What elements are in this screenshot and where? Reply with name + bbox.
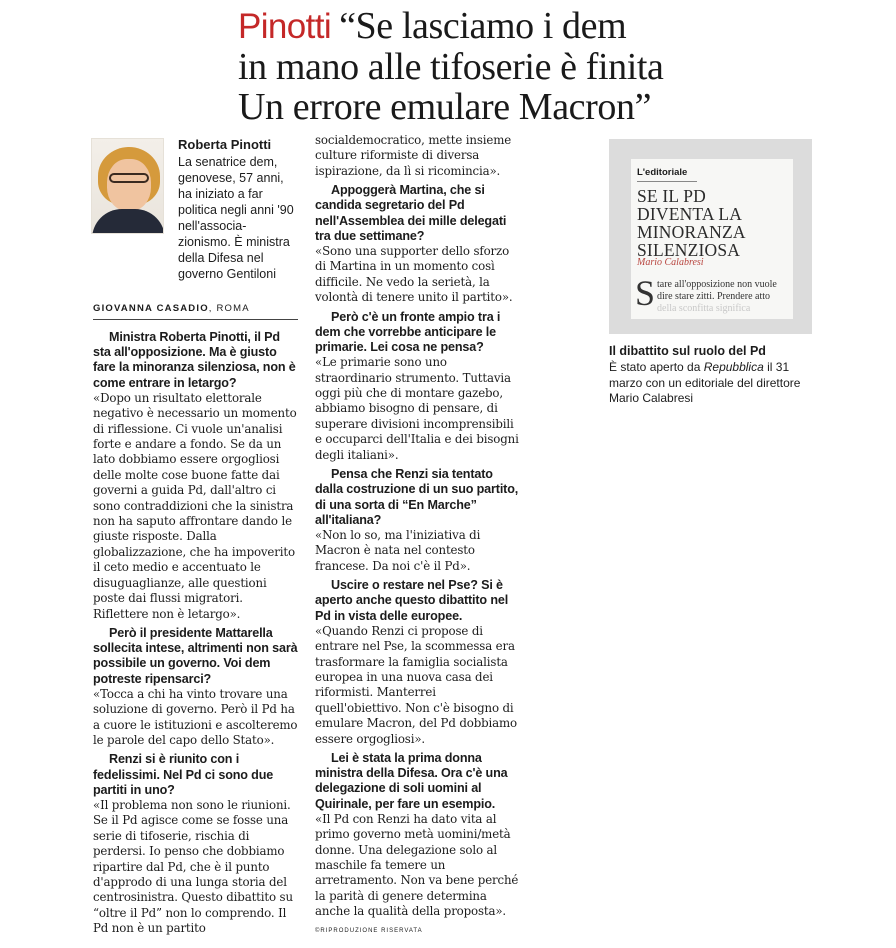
- article-column-2: [315, 133, 521, 939]
- editorial-title: SE IL PD DIVENTA LA MINORANZA SILENZIOSA: [637, 186, 745, 260]
- article-headline: [238, 6, 798, 127]
- question-paragraph: Lei è stata la prima donna ministra della Difesa. Ora c'è una delegazione di soli uomini al Quirinale, per fare un esempio.: [315, 751, 508, 811]
- editorial-thumbnail: [609, 139, 812, 334]
- headline-line-1: Pinotti “Se lasciamo i dem: [238, 5, 627, 47]
- portrait-face: [107, 159, 151, 211]
- byline-place: , ROMA: [208, 303, 250, 314]
- answer-paragraph: «Tocca a chi ha vinto trovare una soluzione di governo. Però il Pd ha a cuore le istituzioni e ascolteremo le parole del capo dello Stato».: [93, 686, 298, 747]
- answer-paragraph: «Il problema non sono le riunioni. Se il Pd agisce come se fosse una serie di tifoserie, rischia di perdersi. Io penso che dobbiamo ripartire dal Pd, che è il punto d'approdo di una lunga storia del centrosinistra. Questo dibattito su “oltre il Pd” non lo comprendo. Il Pd non è un partito: [93, 797, 293, 936]
- editorial-author: Mario Calabresi: [637, 257, 704, 268]
- byline-author: GIOVANNA CASADIO: [93, 303, 209, 314]
- answer-paragraph: «Il Pd con Renzi ha dato vita al primo governo metà uomini/metà donne. Una delegazione solo al maschile fa temere un arretramento. Non va bene perché la parità di genere determina anche la qualità della proposta».: [315, 811, 519, 919]
- portrait-body: [92, 209, 164, 234]
- answer-paragraph: socialdemocratico, mette insieme culture riformiste di diversa ispirazione, da lì si ricomincia».: [315, 133, 512, 178]
- byline: [93, 303, 250, 314]
- answer-paragraph: «Le primarie sono uno straordinario strumento. Tuttavia oggi più che di montare gazebo, abbiamo bisogno di pensare, di superare divisioni incomprensibili e occuparci dell'Italia e dei bisogni degli italiani».: [315, 355, 519, 462]
- article-column-1: [93, 330, 300, 941]
- question-paragraph: Pensa che Renzi sia tentato dalla costruzione di un suo partito, di una sorta di “En Marche” all'italiana?: [315, 467, 519, 527]
- profile-bio: La senatrice dem, genovese, 57 anni, ha iniziato a far politica negli anni '90 nell'associa- zionismo. È ministra della Difesa nel governo Gentiloni: [178, 155, 294, 281]
- portrait-glasses: [109, 173, 149, 183]
- answer-paragraph: «Non lo so, ma l'iniziativa di Macron è nata nel contesto francese. Da noi c'è il Pd».: [315, 527, 481, 573]
- answer-paragraph: «Quando Renzi ci propose di entrare nel Pse, la scommessa era trasformare la famiglia socialista europea in una nuova casa dei riformisti. Manterrei quell'obiettivo. Non c'è bisogno di emulare Macron, del Pd dobbiamo essere orgogliosi».: [315, 623, 517, 746]
- editorial-page: [631, 159, 793, 319]
- headline-name: Pinotti: [238, 7, 332, 46]
- byline-rule: [93, 319, 298, 320]
- question-paragraph: Ministra Roberta Pinotti, il Pd sta all'opposizione. Ma è giusto fare la minoranza silenziosa, non è come entrare in letargo?: [93, 330, 296, 390]
- copyright-notice: ©RIPRODUZIONE RISERVATA: [315, 927, 423, 934]
- question-paragraph: Uscire o restare nel Pse? Si è aperto anche questo dibattito nel Pd in vista delle europee.: [315, 578, 509, 623]
- editorial-label: L'editoriale: [637, 167, 688, 178]
- headline-line-2: in mano alle tifoserie è finita: [238, 46, 664, 88]
- question-paragraph: Però c'è un fronte ampio tra i dem che vorrebbe anticipare le primarie. Lei cosa ne pensa?: [315, 309, 501, 355]
- editorial-teaser-faded: della sconfitta significa: [657, 303, 751, 314]
- sidebar-caption-text: È stato aperto da Repubblica il 31 marzo con un editoriale del direttore Mario Calabresi: [609, 360, 801, 405]
- headline-line-3: Un errore emulare Macron”: [238, 86, 652, 128]
- sidebar-caption-title: Il dibattito sul ruolo del Pd: [609, 344, 766, 358]
- editorial-teaser: tare all'opposizione non vuole dire stare zitti. Prendere atto della sconfitta significa: [657, 279, 777, 314]
- answer-paragraph: «Dopo un risultato elettorale negativo è necessario un momento di riflessione. Ci vuole un'analisi forte e andare a fondo. Se da un lato dobbiamo essere orgogliosi delle molte cose buone fatte dai governi a guida Pd, dall'altro ci sono contraddizioni che la sinistra non ha saputo affrontare dando le giuste risposte. Dalla globalizzazione, che ha impoverito il ceto medio e accentuato le disuguaglianze, alle questioni poste dai flussi migratori. Riflettere non è letargo».: [93, 390, 297, 621]
- editorial-dropcap: S: [635, 273, 656, 313]
- question-paragraph: Appoggerà Martina, che si candida segretario del Pd nell'Assemblea dei mille delegati tra due settimane?: [315, 183, 507, 243]
- question-paragraph: Renzi si è riunito con i fedelissimi. Nel Pd ci sono due partiti in uno?: [93, 752, 274, 797]
- question-paragraph: Però il presidente Mattarella sollecita intese, altrimenti non sarà possibile un governo. Voi dem potreste ripensarci?: [93, 625, 298, 686]
- sidebar-caption-italic: Repubblica: [703, 360, 764, 374]
- answer-paragraph: «Sono una supporter dello sforzo di Martina in un momento così difficile. Ne vedo la serietà, la volontà di tenere unito il partito».: [315, 244, 513, 305]
- portrait-photo: [91, 138, 164, 234]
- editorial-label-rule: [637, 181, 697, 182]
- profile-name: Roberta Pinotti: [178, 137, 272, 152]
